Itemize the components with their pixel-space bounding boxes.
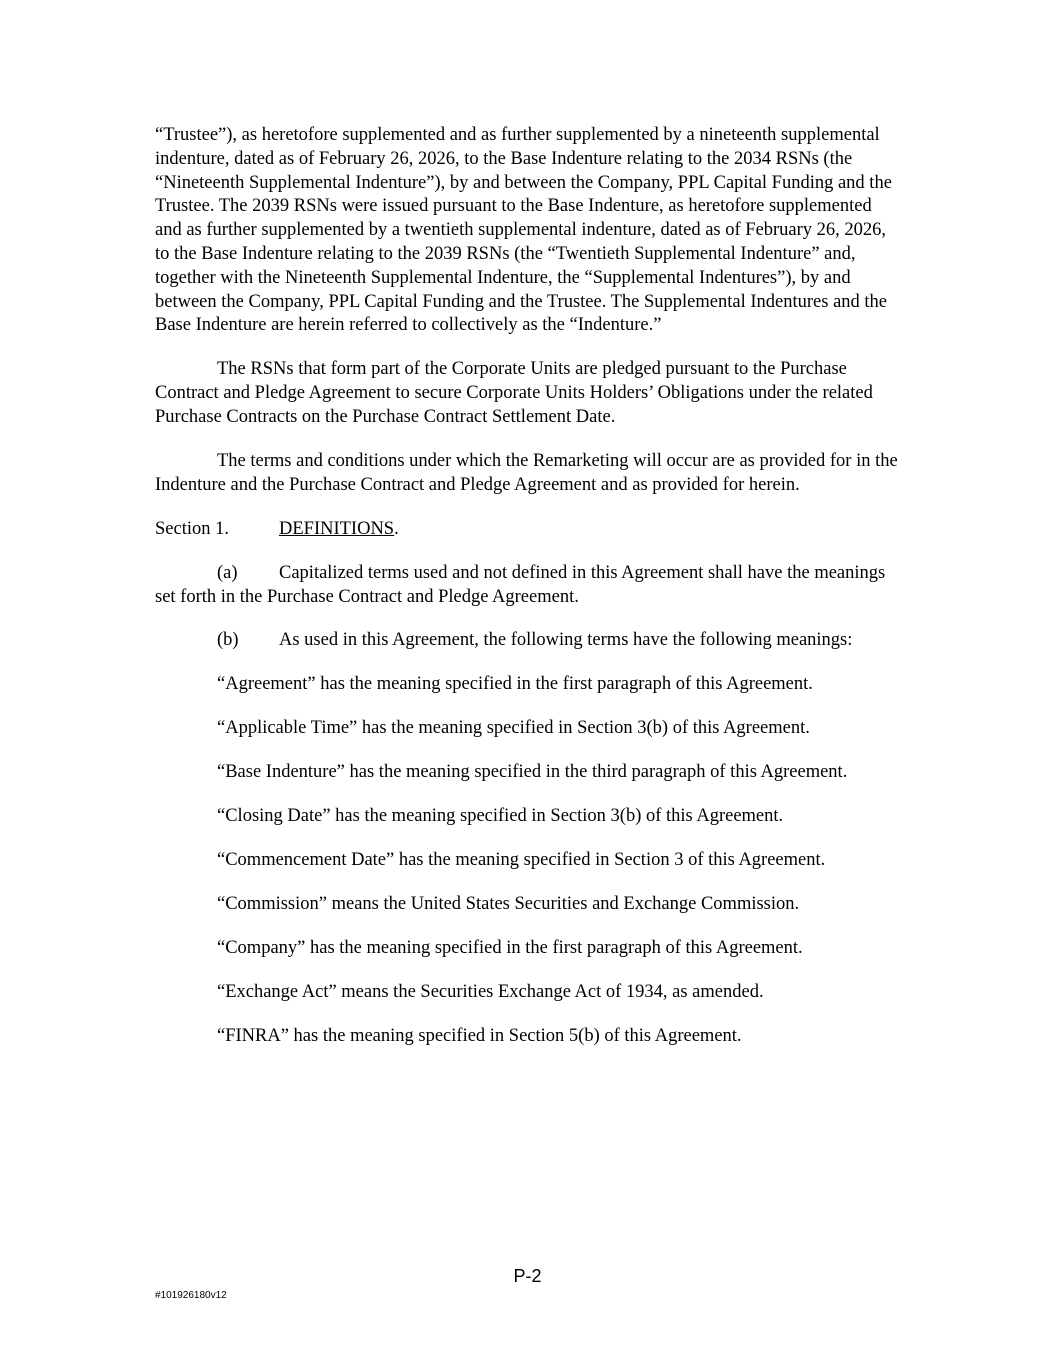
definition-agreement: “Agreement” has the meaning specified in the first paragraph of this Agreement.: [217, 674, 813, 695]
page-number: P-2: [513, 1266, 542, 1286]
section-title: DEFINITIONS: [279, 518, 395, 539]
section-title-period: .: [394, 518, 399, 539]
paragraph-rsns-pledged: The RSNs that form part of the Corporate Units are pledged pursuant to the Purchase Contract and Pledge Agreement to secure Corporate Units Holders’ Obligations under the related Purchase Contracts on the Purchase Contract Settlement Date.: [155, 359, 873, 427]
subsection-text: As used in this Agreement, the following terms have the following meanings:: [279, 630, 853, 651]
section-number: Section 1.: [155, 518, 229, 539]
paragraph-continuation: “Trustee”), as heretofore supplemented and as further supplemented by a nineteenth supplemental indenture, dated as of February 26, 2026, to the Base Indenture relating to the 2034 RSNs (the “Nineteenth Supplemental Indenture”), by and between the Company, PPL Capital Funding and the Trustee. The 2039 RSNs were issued pursuant to the Base Indenture, as heretofore supplemented and as further supplemented by a twentieth supplemental indenture, dated as of February 26, 2026, to the Base Indenture relating to the 2039 RSNs (the “Twentieth Supplemental Indenture” and, together with the Nineteenth Supplemental Indenture, the “Supplemental Indentures”), by and between the Company, PPL Capital Funding and the Trustee. The Supplemental Indentures and the Base Indenture are herein referred to collectively as the “Indenture.”: [155, 125, 892, 336]
subsection-text: Capitalized terms used and not defined in this Agreement shall have the meanings set forth in the Purchase Contract and Pledge Agreement.: [155, 562, 886, 607]
document-id: #101926180v12: [155, 1290, 227, 1301]
definition-applicable-time: “Applicable Time” has the meaning specified in Section 3(b) of this Agreement.: [217, 718, 810, 739]
subsection-label: (a): [217, 562, 238, 583]
subsection-label: (b): [217, 630, 239, 651]
definition-commencement-date: “Commencement Date” has the meaning specified in Section 3 of this Agreement.: [217, 850, 826, 871]
definition-base-indenture: “Base Indenture” has the meaning specified in the third paragraph of this Agreement.: [217, 762, 848, 783]
body-text: [155, 124, 900, 1069]
section-heading: [155, 518, 900, 542]
paragraph-remarketing-terms: The terms and conditions under which the Remarketing will occur are as provided for in the Indenture and the Purchase Contract and Pledge Agreement and as provided for herein.: [155, 450, 898, 495]
definition-commission: “Commission” means the United States Securities and Exchange Commission.: [217, 894, 800, 915]
definition-company: “Company” has the meaning specified in the first paragraph of this Agreement.: [217, 938, 803, 959]
definition-exchange-act: “Exchange Act” means the Securities Exchange Act of 1934, as amended.: [217, 982, 764, 1003]
subsection-a: [155, 562, 900, 610]
definition-finra: “FINRA” has the meaning specified in Section 5(b) of this Agreement.: [217, 1026, 742, 1047]
subsection-b: [155, 629, 900, 653]
definition-closing-date: “Closing Date” has the meaning specified in Section 3(b) of this Agreement.: [217, 806, 784, 827]
